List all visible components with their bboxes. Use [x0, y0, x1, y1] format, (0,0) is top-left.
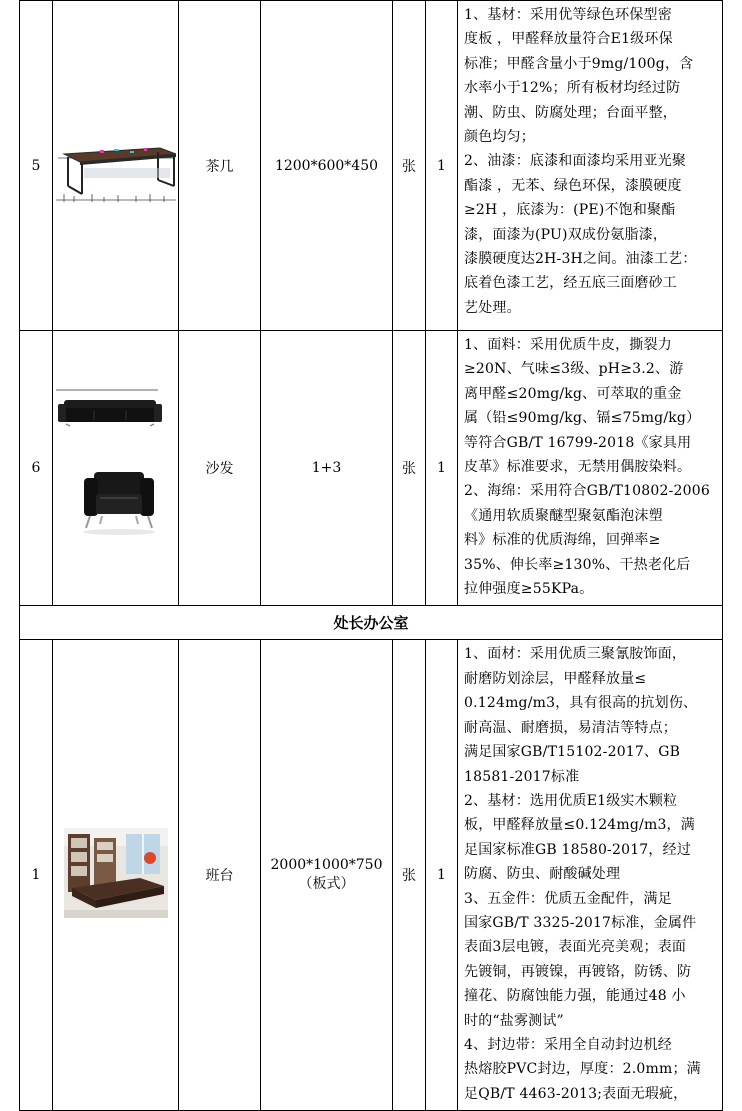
- product-description: [458, 640, 723, 1111]
- desc-line: 2、海绵：采用符合GB/T10802-2006: [464, 483, 710, 500]
- desc-line: 0.124mg/m3，具有很高的抗划伤、: [464, 695, 698, 712]
- desc-line: 1、基材：采用优等绿色环保型密: [464, 7, 672, 23]
- row-number: 6: [20, 331, 53, 606]
- product-qty: 1: [426, 1, 458, 331]
- desc-line: 1、面材：采用优质三聚氰胺饰面，: [464, 646, 687, 663]
- product-qty: 1: [426, 331, 458, 606]
- product-image-cell: [53, 1, 179, 331]
- desc-line: 耐高温、耐磨损，易清洁等特点；: [464, 719, 677, 736]
- product-spec: [261, 640, 393, 1111]
- product-description: [458, 1, 723, 331]
- row-number: 1: [20, 640, 53, 1111]
- desc-line: 颜色均匀；: [464, 129, 535, 146]
- desc-line: 3、五金件：优质五金配件，满足: [464, 890, 672, 907]
- desc-line: 2、油漆：底漆和面漆均采用亚光聚: [464, 153, 687, 170]
- desc-line: 35%、伸长率≥130%、干热老化后: [464, 556, 691, 573]
- product-unit: 张: [393, 640, 426, 1111]
- desc-line: 酯漆 ，无苯、绿色环保，漆膜硬度: [464, 177, 682, 194]
- desc-line: 标准；甲醛含量小于9mg/100g，含: [464, 55, 694, 72]
- desc-line: 水率小于12%；所有板材均经过防: [464, 80, 681, 97]
- product-qty: 1: [426, 640, 458, 1111]
- desc-line: 度板 ，甲醛释放量符合E1级环保: [464, 31, 673, 48]
- desc-line: 底着色漆工艺，经五底三面磨砂工: [464, 275, 677, 292]
- desc-line: 离甲醛≤20mg/kg、可萃取的重金: [464, 385, 682, 402]
- product-name: 班台: [179, 640, 261, 1111]
- product-unit: 张: [393, 331, 426, 606]
- desc-line: 属（铅≤90mg/kg、镉≤75mg/kg）: [464, 410, 701, 427]
- row-number: 5: [20, 1, 53, 331]
- desc-line: 料》标准的优质海绵，回弹率≥: [464, 532, 661, 549]
- product-spec-size: 2000*1000*750: [270, 857, 383, 874]
- desc-line: 耐磨防划涂层，甲醛释放量≤: [464, 670, 647, 687]
- product-spec: 1+3: [261, 331, 393, 606]
- sofa-photo: [54, 386, 178, 546]
- table-row: [20, 331, 723, 606]
- desc-line: 皮革》标准要求，无禁用偶胺染料。: [464, 459, 692, 476]
- desc-line: 拉伸强度≥55KPa。: [464, 581, 594, 598]
- section-header-row: [20, 606, 723, 640]
- product-image-cell: [53, 640, 179, 1111]
- desc-line: 艺处理。: [464, 299, 521, 316]
- desc-line: 等符合GB/T 16799-2018《家具用: [464, 434, 692, 451]
- desc-line: 1、面料：采用优质牛皮，撕裂力: [464, 337, 672, 353]
- product-description: [458, 331, 723, 606]
- product-name: 沙发: [179, 331, 261, 606]
- desc-line: 潮、防虫、防腐处理；台面平整，: [464, 104, 677, 121]
- desc-line: 《通用软质聚醚型聚氨酯泡沫塑: [464, 507, 663, 524]
- product-spec: 1200*600*450: [261, 1, 393, 331]
- desc-line: 2、基材：选用优质E1级实木颗粒: [464, 792, 678, 809]
- desc-line: 满足国家GB/T15102-2017、GB: [464, 744, 681, 761]
- coffee-table-photo: [54, 124, 178, 204]
- product-name: 茶几: [179, 1, 261, 331]
- furniture-spec-table: [19, 0, 723, 1111]
- desc-line: 4、封边带：采用全自动封边机经: [464, 1036, 672, 1053]
- product-unit: 张: [393, 1, 426, 331]
- office-desk-photo: [64, 828, 168, 918]
- table-row: [20, 640, 723, 1111]
- desc-line: 时的“盐雾测试”: [464, 1012, 564, 1029]
- desc-line: 漆，面漆为(PU)双成份氨脂漆，: [464, 226, 668, 243]
- desc-line: 热熔胶PVC封边，厚度：2.0mm；满: [464, 1061, 701, 1078]
- desc-line: 国家GB/T 3325-2017标准，金属件: [464, 914, 697, 931]
- section-title: 处长办公室: [20, 606, 723, 640]
- desc-line: 漆膜硬度达2H-3H之间。油漆工艺：: [464, 251, 697, 268]
- product-spec-note: （板式）: [298, 876, 355, 893]
- desc-line: 足QB/T 4463-2013;表面无瑕疵，: [464, 1085, 688, 1102]
- desc-line: 先镀铜，再镀镍，再镀铬，防锈、防: [464, 963, 692, 980]
- table-row: [20, 1, 723, 331]
- desc-line: 撞花、防腐蚀能力强，能通过48 小: [464, 988, 686, 1005]
- desc-line: 表面3层电镀，表面光亮美观；表面: [464, 939, 687, 956]
- desc-line: 防腐、防虫、耐酸碱处理: [464, 866, 621, 883]
- desc-line: 足国家标准GB 18580-2017，经过: [464, 841, 692, 858]
- desc-line: 板，甲醛释放量≤0.124mg/m3，满: [464, 817, 695, 834]
- desc-line: 18581-2017标准: [464, 768, 580, 785]
- product-image-cell: [53, 331, 179, 606]
- desc-line: ≥20N、气味≤3级、pH≥3.2、游: [464, 361, 684, 378]
- desc-line: ≥2H ，底漆为：(PE)不饱和聚酯: [464, 202, 676, 219]
